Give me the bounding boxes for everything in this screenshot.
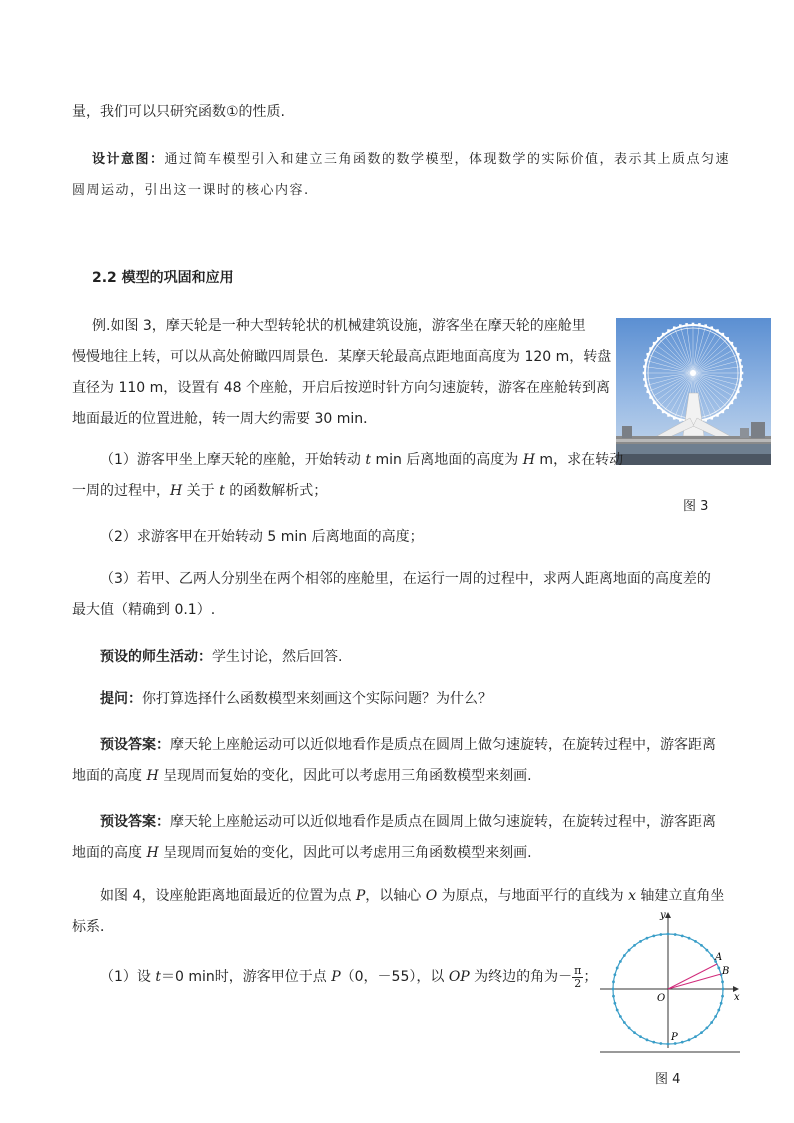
q1-var-h: H (522, 452, 535, 468)
cabin-dot (612, 988, 615, 991)
design-intent-line1 (92, 150, 730, 170)
example-line4: 地面最近的位置进舱，转一周大约需要 30 min． (72, 411, 378, 427)
answer1-text1: 摩天轮上座舱运动可以近似地看作是质点在圆周上做匀速旋转，在旋转过程中，游客距离 (170, 737, 716, 753)
step1-var-op: OP (448, 969, 470, 985)
q3-line1: （3）若甲、乙两人分别坐在两个相邻的座舱里，在运行一周的过程中，求两人距离地面的高度差的 (100, 571, 711, 587)
q1-var-h2: H (170, 483, 183, 499)
cabin-dot (710, 954, 713, 957)
label-x: x (734, 992, 740, 1003)
q1-var-t: t (365, 452, 371, 468)
q2-line: （2）求游客甲在开始转动 5 min 后离地面的高度； (100, 529, 424, 545)
step1-d: 为终边的角为－ (469, 969, 573, 985)
answer2-label: 预设答案： (100, 814, 170, 830)
figure3-caption: 图 3 (683, 499, 709, 514)
label-b: B (722, 966, 730, 977)
label-p: P (671, 1032, 678, 1043)
cabin-dot (710, 1021, 713, 1024)
radius-oa (668, 964, 717, 989)
answer1-text2b: 呈现周而复始的变化，因此可以考虑用三角函数模型来刻画. (158, 768, 532, 784)
radius-ob (668, 974, 721, 989)
q3-line2: 最大值（精确到 0.1）. (72, 602, 216, 618)
q1-text-2b: 关于 (182, 483, 220, 499)
figure4-diagram (596, 908, 746, 1058)
ferris-wheel-image (616, 318, 771, 465)
cabin-dot (667, 1043, 670, 1046)
cabin-dot (639, 1035, 642, 1038)
answer2-var-h: H (146, 845, 159, 861)
step1-e: ； (583, 969, 598, 985)
q1-line1 (100, 450, 623, 470)
q1-text-c: m，求在转动 (534, 452, 624, 468)
section-heading: 2.2 模型的巩固和应用 (92, 270, 234, 286)
q1-text-2c: 的函数解析式； (224, 483, 328, 499)
cabin-dot (717, 1009, 720, 1012)
cabin-dot (688, 1038, 691, 1041)
cabin-dot (633, 1031, 636, 1034)
cabin-dot (705, 949, 708, 952)
fraction-denominator: 2 (574, 976, 582, 990)
cabin-dot (613, 1002, 616, 1005)
label-y: y (660, 910, 666, 921)
figure4-caption: 图 4 (655, 1072, 681, 1087)
cabin-dot (688, 937, 691, 940)
answer2-text2b: 呈现周而复始的变化，因此可以考虑用三角函数模型来刻画. (158, 845, 532, 861)
ferris-wheel-photo (616, 318, 771, 465)
figure4-svg (596, 908, 746, 1058)
cabin-dot (717, 967, 720, 970)
fig4-intro-x: x (628, 888, 636, 904)
answer2-text2a: 地面的高度 (72, 845, 147, 861)
answer2-text1: 摩天轮上座舱运动可以近似地看作是质点在圆周上做匀速旋转，在旋转过程中，游客距离 (170, 814, 716, 830)
q1-var-t2: t (219, 483, 225, 499)
cabin-dot (705, 1026, 708, 1029)
cabin-dot (613, 973, 616, 976)
fig4-intro-b: ，以轴心 (365, 888, 426, 904)
example-line3: 直径为 110 m，设置有 48 个座舱，开启后按逆时针方向匀速旋转，游客在座舱转到离 (72, 380, 610, 396)
question-text: 你打算选择什么函数模型来刻画这个实际问题？为什么？ (142, 691, 492, 707)
step1-a: （1）设 (100, 969, 156, 985)
q1-text-a: （1）游客甲坐上摩天轮的座舱，开始转动 (100, 452, 366, 468)
cabin-dot (721, 980, 724, 983)
cabin-dot (619, 960, 622, 963)
label-a: A (715, 952, 723, 963)
question-label: 提问： (100, 691, 142, 707)
teacher-activity (100, 647, 342, 667)
cabin-dot (720, 1002, 723, 1005)
step1-line (100, 962, 597, 992)
design-intent-text1: 通过简车模型引入和建立三角函数的数学模型，体现数学的实际价值，表示其上质点匀速 (164, 152, 731, 167)
step1-b: ＝0 min时，游客甲位于点 (161, 969, 332, 985)
cabin-dot (722, 988, 725, 991)
fig4-intro-d: 轴建立直角坐 (635, 888, 725, 904)
cabin-dot (628, 1026, 631, 1029)
pi-over-two-fraction (572, 965, 583, 990)
cabin-dot (623, 954, 626, 957)
step1-var-t: t (155, 969, 161, 985)
cabin-dot (659, 933, 662, 936)
fig4-intro-a: 如图 4，设座舱距离地面最近的位置为点 (100, 888, 356, 904)
example-line2: 慢慢地往上转，可以从高处俯瞰四周景色．某摩天轮最高点距地面高度为 120 m，转盘 (72, 349, 612, 365)
cabin-dot (694, 1035, 697, 1038)
answer2-line2 (72, 843, 532, 863)
fig4-intro-c: 为原点，与地面平行的直线为 (437, 888, 629, 904)
cabin-dot (646, 1038, 649, 1041)
cabin-dot (681, 934, 684, 937)
teacher-activity-label: 预设的师生活动： (100, 649, 212, 665)
cabin-dot (652, 1041, 655, 1044)
cabin-dot (652, 934, 655, 937)
step1-var-p: P (331, 969, 341, 985)
question-prompt (100, 689, 492, 709)
cabin-dot (681, 1041, 684, 1044)
step1-c: （0，－55），以 (340, 969, 449, 985)
teacher-activity-text: 学生讨论，然后回答. (212, 649, 343, 665)
cabin-dot (633, 944, 636, 947)
answer1-text2a: 地面的高度 (72, 768, 147, 784)
cabin-dot (628, 949, 631, 952)
cabin-dot (700, 944, 703, 947)
cabin-dot (639, 940, 642, 943)
cabin-dot (612, 995, 615, 998)
answer1-line2 (72, 766, 532, 786)
fig4-intro-line2: 标系． (72, 919, 114, 935)
answer1-label: 预设答案： (100, 737, 170, 753)
fraction-numerator: π (574, 963, 582, 977)
cabin-dot (619, 1015, 622, 1018)
q1-text-b: min 后离地面的高度为 (371, 452, 523, 468)
cabin-dot (616, 967, 619, 970)
design-intent-line2: 圆周运动，引出这一课时的核心内容. (72, 183, 310, 198)
answer1-line1 (100, 735, 716, 755)
cabin-dot (667, 933, 670, 936)
answer1-var-h: H (146, 768, 159, 784)
fig4-intro-o: O (425, 888, 438, 904)
fig4-intro-line1 (100, 886, 724, 906)
q1-line2 (72, 481, 327, 501)
cabin-dot (659, 1042, 662, 1045)
cabin-dot (714, 1015, 717, 1018)
cabin-dot (721, 995, 724, 998)
q1-text-2a: 一周的过程中， (72, 483, 170, 499)
answer2-line1 (100, 812, 716, 832)
cabin-dot (623, 1021, 626, 1024)
design-intent-label: 设计意图： (92, 152, 165, 167)
cabin-dot (674, 933, 677, 936)
example-line1: 例.如图 3，摩天轮是一种大型转轮状的机械建筑设施，游客坐在摩天轮的座舱里 (92, 318, 586, 334)
label-o: O (657, 993, 666, 1004)
intro-line: 量，我们可以只研究函数①的性质. (72, 104, 286, 120)
fig4-intro-p: P (355, 888, 366, 904)
cabin-dot (694, 940, 697, 943)
cabin-dot (646, 937, 649, 940)
cabin-dot (700, 1031, 703, 1034)
cabin-dot (612, 980, 615, 983)
cabin-dot (616, 1009, 619, 1012)
